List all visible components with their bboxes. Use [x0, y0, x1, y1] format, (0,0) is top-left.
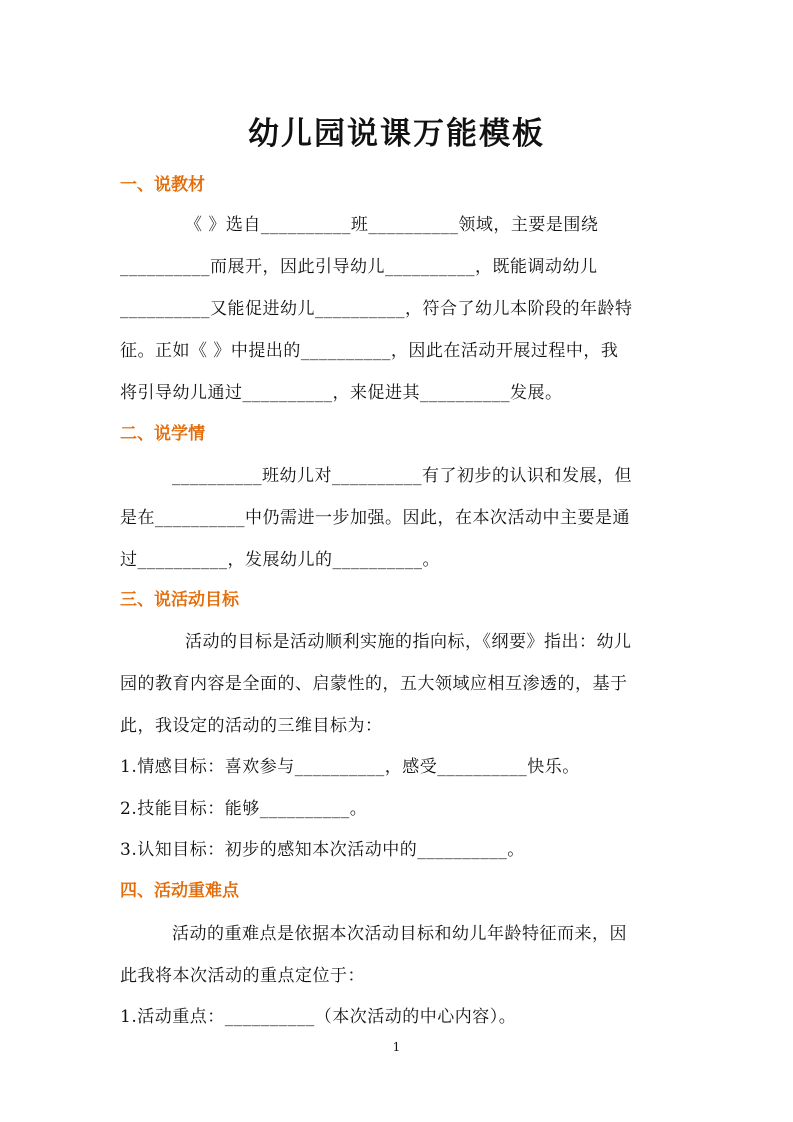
paragraph-line: __________而展开，因此引导幼儿__________，既能调动幼儿	[120, 257, 598, 277]
page-number: 1	[392, 1040, 401, 1054]
section-heading-key-points: 四、活动重难点	[120, 881, 239, 901]
paragraph-line: 《 》选自__________班__________领域，主要是围绕	[185, 215, 599, 235]
paragraph-line: __________班幼儿对__________有了初步的认识和发展，但	[172, 466, 632, 486]
goal-item: 2.技能目标：能够__________。	[120, 799, 368, 819]
paragraph-line: 此，我设定的活动的三维目标为：	[120, 716, 383, 736]
paragraph-line: __________又能促进幼儿__________，符合了幼儿本阶段的年龄特	[120, 299, 633, 319]
section-heading-teaching-material: 一、说教材	[120, 175, 205, 195]
goal-item: 1.活动重点：__________（本次活动的中心内容）。	[120, 1007, 517, 1027]
section-heading-activity-goals: 三、说活动目标	[120, 590, 239, 610]
goal-item: 1.情感目标：喜欢参与__________，感受__________快乐。	[120, 757, 580, 777]
paragraph-line: 活动的重难点是依据本次活动目标和幼儿年龄特征而来，因	[172, 924, 627, 944]
goal-item: 3.认知目标：初步的感知本次活动中的__________。	[120, 840, 525, 860]
paragraph-line: 此我将本次活动的重点定位于：	[120, 966, 365, 986]
paragraph-line: 征。正如《 》中提出的__________，因此在活动开展过程中，我	[120, 341, 619, 361]
document-title: 幼儿园说课万能模板	[248, 116, 545, 152]
paragraph-line: 将引导幼儿通过__________，来促进其__________发展。	[120, 383, 563, 403]
paragraph-line: 活动的目标是活动顺利实施的指向标，《纲要》指出：幼儿	[185, 632, 632, 652]
section-heading-learner-analysis: 二、说学情	[120, 424, 205, 444]
paragraph-line: 园的教育内容是全面的、启蒙性的，五大领域应相互渗透的，基于	[120, 674, 628, 694]
paragraph-line: 是在__________中仍需进一步加强。因此，在本次活动中主要是通	[120, 508, 630, 528]
paragraph-line: 过__________，发展幼儿的__________。	[120, 550, 440, 570]
